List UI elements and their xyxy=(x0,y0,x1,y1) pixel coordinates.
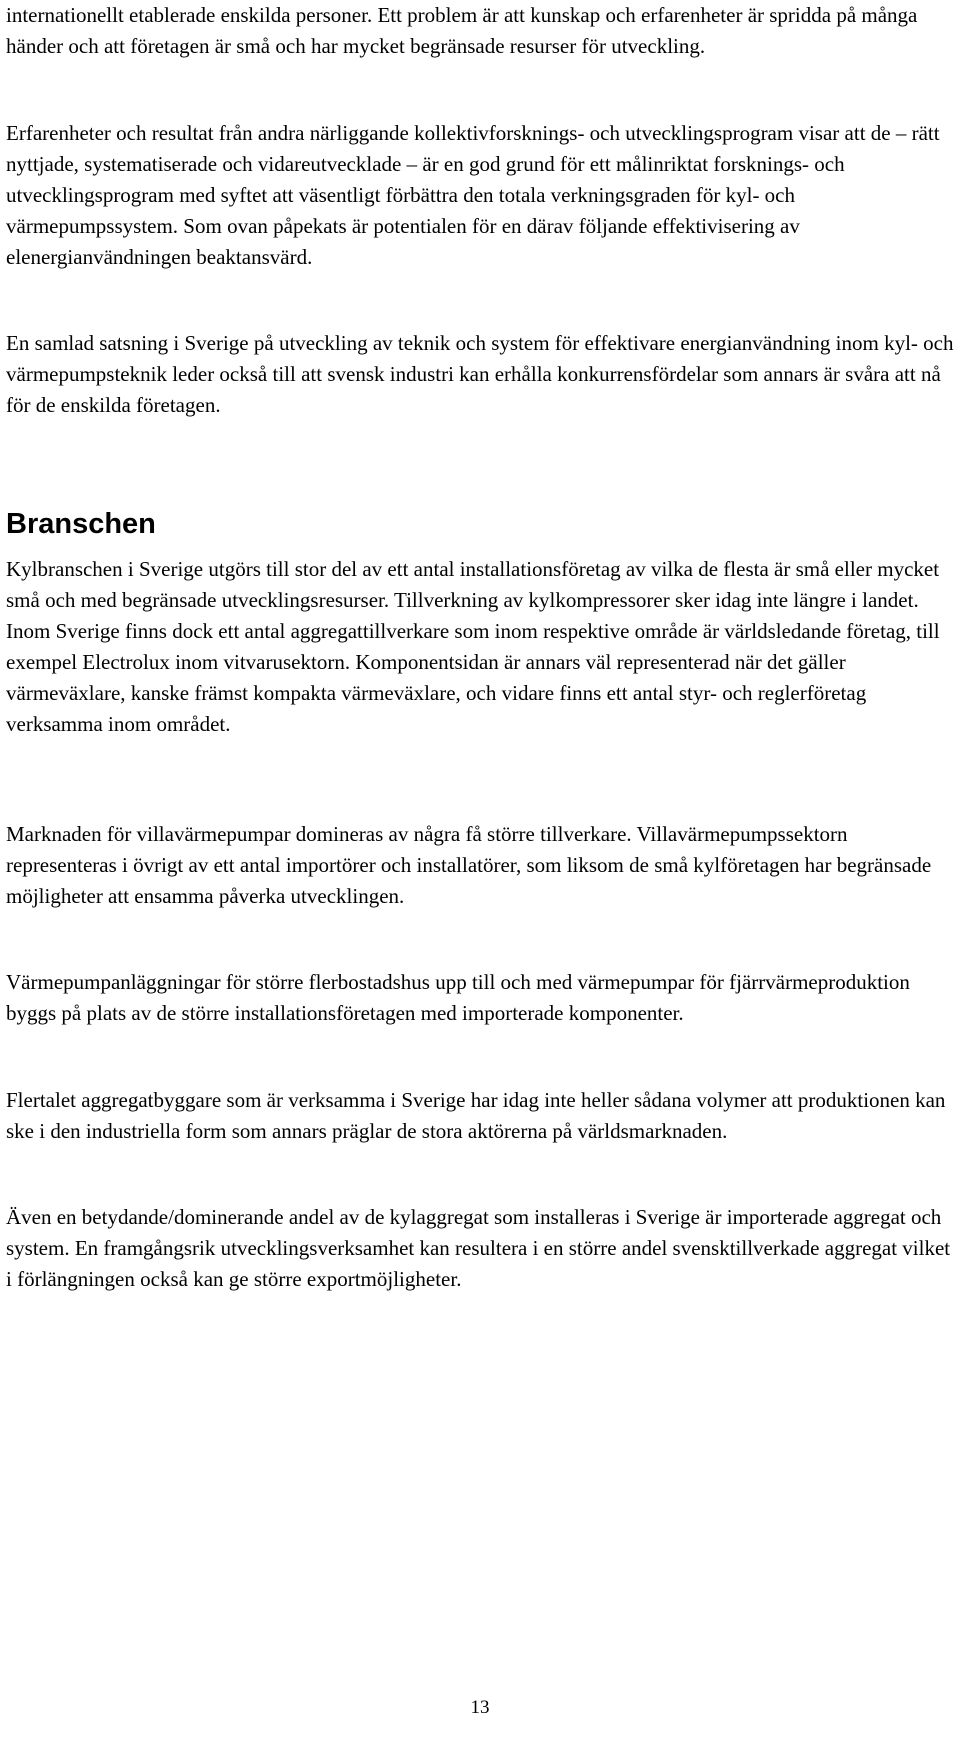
paragraph-industry: Kylbranschen i Sverige utgörs till stor del av ett antal installationsföretag av vilka de flesta är små eller mycket små och med begränsade utvecklingsresurser. Tillverkning av kylkompressorer sker idag inte längre i landet. Inom Sverige finns dock ett antal aggregattillverkare som inom respektive område är världsledande företag, till exempel Electrolux inom vitvarusektorn. Komponentsidan är annars väl representerad när det gäller värmeväxlare, kanske främst kompakta värmeväxlare, och vidare finns ett antal styr- och reglerföretag verksamma inom området. xyxy=(6,557,940,736)
paragraph-aggregate-builders: Flertalet aggregatbyggare som är verksamma i Sverige har idag inte heller sådana volymer att produktionen kan ske i den industriella form som annars präglar de stora aktörerna på världsmarknaden. xyxy=(6,1088,946,1143)
paragraph-large-installations: Värmepumpanläggningar för större flerbostadshus upp till och med värmepumpar för fjärrvärmeproduktion byggs på plats av de större installationsföretagen med importerade komponenter. xyxy=(6,970,910,1025)
paragraph-experience: Erfarenheter och resultat från andra närliggande kollektivforsknings- och utvecklingsprogram visar att de – rätt nyttjade, systematiserade och vidareutvecklade – är en god grund för ett målinriktat forsknings- och utvecklingsprogram med syftet att väsentligt förbättra den totala verkningsgraden för kyl- och värmepumpssystem. Som ovan påpekats är potentialen för en därav följande effektivisering av elenergianvändningen beaktansvärd. xyxy=(6,121,940,269)
paragraph-imports: Även en betydande/dominerande andel av de kylaggregat som installeras i Sverige är importerade aggregat och system. En framgångsrik utvecklingsverksamhet kan resultera i en större andel svensktillverkade aggregat vilket i förlängningen också kan ge större exportmöjligheter. xyxy=(6,1205,951,1291)
page-number: 13 xyxy=(470,1697,490,1718)
paragraph-joint-effort: En samlad satsning i Sverige på utveckling av teknik och system för effektivare energianvändning inom kyl- och värmepumpsteknik leder också till att svensk industri kan erhålla konkurrensfördelar som annars är svåra att nå för de enskilda företagen. xyxy=(6,331,954,417)
paragraph-intro: internationellt etablerade enskilda personer. Ett problem är att kunskap och erfarenheter är spridda på många händer och att företagen är små och har mycket begränsade resurser för utveckling. xyxy=(6,3,918,58)
section-heading: Branschen xyxy=(6,508,156,540)
paragraph-heat-pump-market: Marknaden för villavärmepumpar domineras av några få större tillverkare. Villavärmepumpssektorn representeras i övrigt av ett antal importörer och installatörer, som liksom de små kylföretagen har begränsade möjligheter att ensamma påverka utvecklingen. xyxy=(6,822,932,908)
